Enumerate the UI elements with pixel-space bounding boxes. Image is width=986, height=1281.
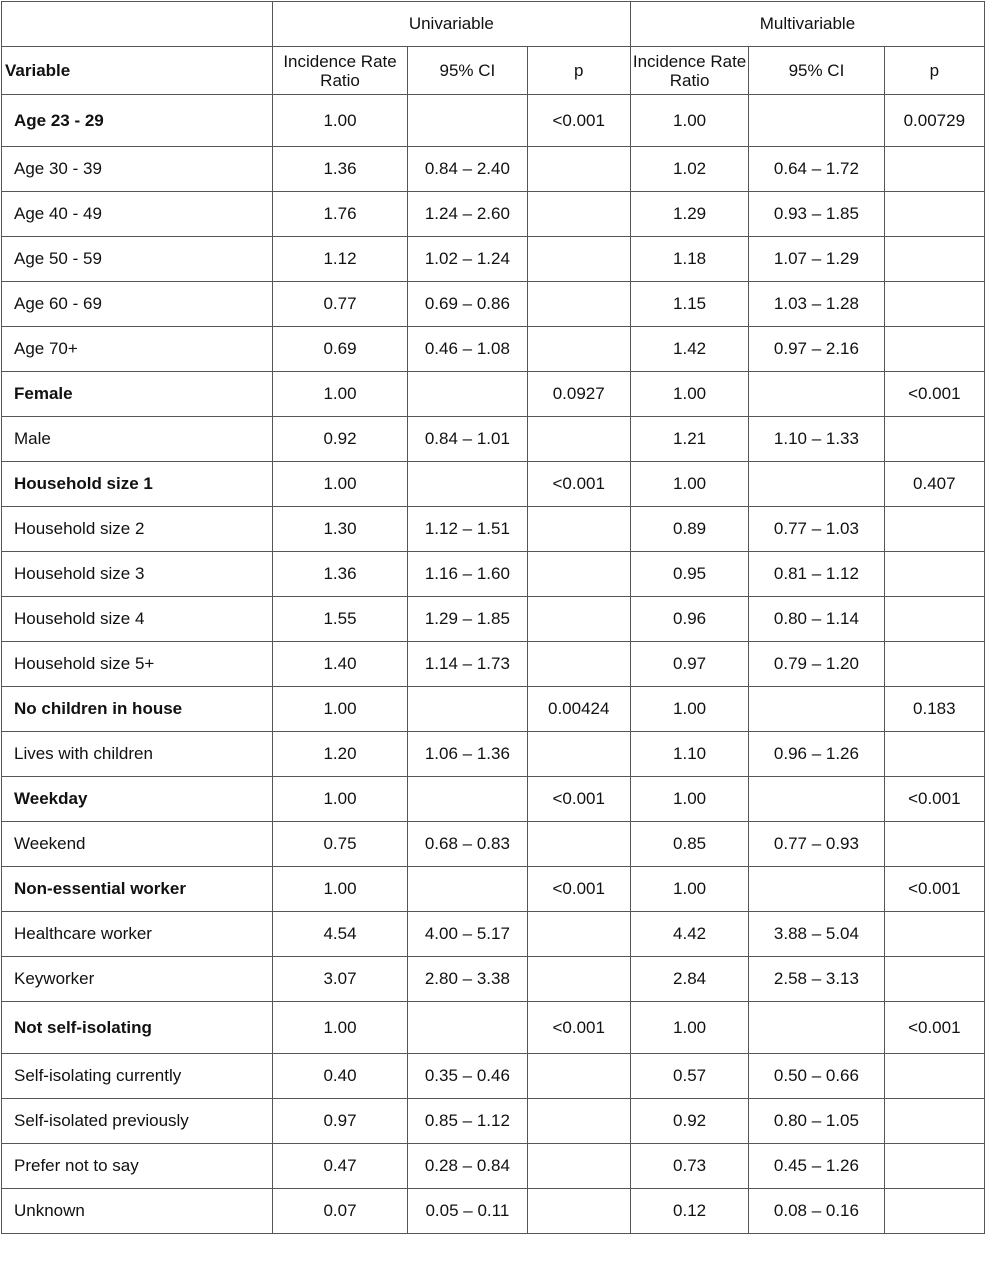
univariable-irr-cell: 1.20	[272, 732, 407, 777]
univariable-ci-cell: 0.84 – 2.40	[408, 147, 527, 192]
variable-cell: Self-isolating currently	[2, 1054, 273, 1099]
multivariable-p-cell	[884, 642, 984, 687]
table-row	[2, 1054, 985, 1099]
univariable-p-cell: <0.001	[527, 1002, 630, 1054]
multivariable-p-cell	[884, 417, 984, 462]
univariable-ci-cell: 0.68 – 0.83	[408, 822, 527, 867]
multivariable-ci-cell	[749, 372, 884, 417]
table-row	[2, 1189, 985, 1234]
multivariable-ci-cell: 1.03 – 1.28	[749, 282, 884, 327]
multivariable-irr-cell: 1.02	[630, 147, 748, 192]
univariable-p-cell	[527, 1189, 630, 1234]
column-header-row	[2, 47, 985, 95]
univariable-ci-cell	[408, 95, 527, 147]
univariable-ci-cell: 1.14 – 1.73	[408, 642, 527, 687]
multivariable-p-cell: <0.001	[884, 372, 984, 417]
multivariable-irr-header: Incidence Rate Ratio	[630, 47, 748, 95]
multivariable-p-cell: <0.001	[884, 1002, 984, 1054]
univariable-ci-cell: 2.80 – 3.38	[408, 957, 527, 1002]
univariable-p-cell: <0.001	[527, 777, 630, 822]
variable-cell: Self-isolated previously	[2, 1099, 273, 1144]
multivariable-ci-cell	[749, 777, 884, 822]
univariable-irr-header: Incidence Rate Ratio	[272, 47, 407, 95]
variable-cell: Age 30 - 39	[2, 147, 273, 192]
univariable-ci-cell: 0.35 – 0.46	[408, 1054, 527, 1099]
univariable-irr-cell: 0.47	[272, 1144, 407, 1189]
univariable-irr-cell: 0.92	[272, 417, 407, 462]
multivariable-p-cell: 0.00729	[884, 95, 984, 147]
multivariable-p-cell: <0.001	[884, 867, 984, 912]
multivariable-p-cell	[884, 507, 984, 552]
univariable-p-cell	[527, 282, 630, 327]
multivariable-ci-cell: 0.50 – 0.66	[749, 1054, 884, 1099]
univariable-ci-cell: 0.85 – 1.12	[408, 1099, 527, 1144]
variable-cell: Household size 2	[2, 507, 273, 552]
univariable-irr-cell: 1.00	[272, 687, 407, 732]
table-row	[2, 1099, 985, 1144]
multivariable-irr-cell: 0.95	[630, 552, 748, 597]
univariable-p-cell	[527, 237, 630, 282]
table-row	[2, 507, 985, 552]
table-row	[2, 1002, 985, 1054]
univariable-p-cell	[527, 642, 630, 687]
variable-cell: Lives with children	[2, 732, 273, 777]
table-row	[2, 237, 985, 282]
univariable-p-cell	[527, 822, 630, 867]
table-row	[2, 867, 985, 912]
multivariable-ci-cell	[749, 1002, 884, 1054]
multivariable-ci-cell: 0.96 – 1.26	[749, 732, 884, 777]
multivariable-p-cell	[884, 282, 984, 327]
variable-cell: Household size 5+	[2, 642, 273, 687]
table-row	[2, 1144, 985, 1189]
univariable-irr-cell: 0.75	[272, 822, 407, 867]
corner-cell	[2, 2, 273, 47]
variable-cell: Age 40 - 49	[2, 192, 273, 237]
univariable-p-cell	[527, 732, 630, 777]
variable-cell: Not self-isolating	[2, 1002, 273, 1054]
multivariable-p-cell	[884, 822, 984, 867]
univariable-irr-cell: 0.69	[272, 327, 407, 372]
table-row	[2, 597, 985, 642]
table-row	[2, 192, 985, 237]
table-row	[2, 95, 985, 147]
table-row	[2, 372, 985, 417]
multivariable-irr-cell: 0.92	[630, 1099, 748, 1144]
multivariable-irr-cell: 0.85	[630, 822, 748, 867]
univariable-p-cell: <0.001	[527, 462, 630, 507]
multivariable-p-cell: 0.183	[884, 687, 984, 732]
variable-cell: Weekday	[2, 777, 273, 822]
multivariable-irr-cell: 1.00	[630, 777, 748, 822]
multivariable-irr-cell: 1.00	[630, 867, 748, 912]
multivariable-ci-cell	[749, 95, 884, 147]
variable-cell: No children in house	[2, 687, 273, 732]
univariable-irr-cell: 1.76	[272, 192, 407, 237]
univariable-irr-cell: 1.55	[272, 597, 407, 642]
univariable-ci-cell: 1.02 – 1.24	[408, 237, 527, 282]
univariable-p-header: p	[527, 47, 630, 95]
univariable-ci-header: 95% CI	[408, 47, 527, 95]
univariable-irr-cell: 1.40	[272, 642, 407, 687]
multivariable-ci-header: 95% CI	[749, 47, 884, 95]
multivariable-p-cell	[884, 1099, 984, 1144]
multivariable-p-cell	[884, 732, 984, 777]
variable-cell: Prefer not to say	[2, 1144, 273, 1189]
variable-cell: Male	[2, 417, 273, 462]
table-row	[2, 147, 985, 192]
table-body	[2, 95, 985, 1234]
multivariable-irr-cell: 1.00	[630, 372, 748, 417]
table-row	[2, 642, 985, 687]
multivariable-p-cell: <0.001	[884, 777, 984, 822]
univariable-irr-cell: 0.97	[272, 1099, 407, 1144]
univariable-irr-cell: 1.36	[272, 147, 407, 192]
multivariable-ci-cell: 0.97 – 2.16	[749, 327, 884, 372]
variable-cell: Household size 3	[2, 552, 273, 597]
variable-cell: Age 23 - 29	[2, 95, 273, 147]
variable-cell: Household size 4	[2, 597, 273, 642]
table-row	[2, 777, 985, 822]
multivariable-irr-cell: 1.29	[630, 192, 748, 237]
multivariable-ci-cell: 0.79 – 1.20	[749, 642, 884, 687]
multivariable-p-header: p	[884, 47, 984, 95]
multivariable-ci-cell	[749, 867, 884, 912]
univariable-p-cell: <0.001	[527, 95, 630, 147]
table-row	[2, 462, 985, 507]
multivariable-ci-cell: 0.81 – 1.12	[749, 552, 884, 597]
multivariable-ci-cell	[749, 462, 884, 507]
univariable-ci-cell: 1.06 – 1.36	[408, 732, 527, 777]
variable-cell: Weekend	[2, 822, 273, 867]
variable-cell: Age 60 - 69	[2, 282, 273, 327]
variable-cell: Female	[2, 372, 273, 417]
multivariable-ci-cell	[749, 687, 884, 732]
univariable-ci-cell: 1.24 – 2.60	[408, 192, 527, 237]
multivariable-p-cell	[884, 1144, 984, 1189]
univariable-p-cell	[527, 1144, 630, 1189]
variable-cell: Age 50 - 59	[2, 237, 273, 282]
multivariable-irr-cell: 0.57	[630, 1054, 748, 1099]
multivariable-irr-cell: 1.00	[630, 95, 748, 147]
univariable-irr-cell: 1.00	[272, 372, 407, 417]
multivariable-ci-cell: 0.80 – 1.14	[749, 597, 884, 642]
table-row	[2, 957, 985, 1002]
results-table	[1, 1, 985, 1234]
univariable-irr-cell: 1.36	[272, 552, 407, 597]
univariable-p-cell	[527, 507, 630, 552]
univariable-p-cell	[527, 327, 630, 372]
table-row	[2, 552, 985, 597]
univariable-p-cell	[527, 417, 630, 462]
multivariable-irr-cell: 0.73	[630, 1144, 748, 1189]
table-row	[2, 732, 985, 777]
multivariable-irr-cell: 1.18	[630, 237, 748, 282]
multivariable-ci-cell: 0.93 – 1.85	[749, 192, 884, 237]
multivariable-irr-cell: 0.89	[630, 507, 748, 552]
univariable-irr-cell: 0.40	[272, 1054, 407, 1099]
univariable-p-cell	[527, 192, 630, 237]
univariable-ci-cell	[408, 1002, 527, 1054]
multivariable-p-cell	[884, 237, 984, 282]
univariable-p-cell: 0.00424	[527, 687, 630, 732]
multivariable-irr-cell: 1.10	[630, 732, 748, 777]
multivariable-irr-cell: 0.12	[630, 1189, 748, 1234]
variable-cell: Age 70+	[2, 327, 273, 372]
univariable-ci-cell: 0.46 – 1.08	[408, 327, 527, 372]
table-row	[2, 282, 985, 327]
variable-column-header: Variable	[2, 47, 273, 95]
table-row	[2, 687, 985, 732]
univariable-p-cell	[527, 1099, 630, 1144]
multivariable-irr-cell: 1.21	[630, 417, 748, 462]
univariable-ci-cell: 0.05 – 0.11	[408, 1189, 527, 1234]
multivariable-irr-cell: 1.00	[630, 462, 748, 507]
table-row	[2, 912, 985, 957]
multivariable-p-cell	[884, 912, 984, 957]
multivariable-irr-cell: 1.15	[630, 282, 748, 327]
univariable-irr-cell: 1.00	[272, 1002, 407, 1054]
univariable-irr-cell: 1.00	[272, 462, 407, 507]
univariable-irr-cell: 0.07	[272, 1189, 407, 1234]
multivariable-ci-cell: 0.80 – 1.05	[749, 1099, 884, 1144]
multivariable-ci-cell: 0.77 – 0.93	[749, 822, 884, 867]
variable-cell: Healthcare worker	[2, 912, 273, 957]
variable-cell: Non-essential worker	[2, 867, 273, 912]
multivariable-irr-cell: 2.84	[630, 957, 748, 1002]
multivariable-p-cell: 0.407	[884, 462, 984, 507]
multivariable-irr-cell: 0.96	[630, 597, 748, 642]
multivariable-ci-cell: 3.88 – 5.04	[749, 912, 884, 957]
multivariable-ci-cell: 0.64 – 1.72	[749, 147, 884, 192]
univariable-p-cell	[527, 597, 630, 642]
univariable-p-cell	[527, 957, 630, 1002]
variable-cell: Unknown	[2, 1189, 273, 1234]
multivariable-ci-cell: 1.07 – 1.29	[749, 237, 884, 282]
multivariable-irr-cell: 1.00	[630, 687, 748, 732]
multivariable-ci-cell: 1.10 – 1.33	[749, 417, 884, 462]
univariable-irr-cell: 1.00	[272, 95, 407, 147]
table-row	[2, 327, 985, 372]
univariable-ci-cell	[408, 867, 527, 912]
univariable-p-cell: <0.001	[527, 867, 630, 912]
univariable-p-cell: 0.0927	[527, 372, 630, 417]
multivariable-ci-cell: 0.77 – 1.03	[749, 507, 884, 552]
univariable-p-cell	[527, 552, 630, 597]
multivariable-p-cell	[884, 1054, 984, 1099]
multivariable-ci-cell: 2.58 – 3.13	[749, 957, 884, 1002]
multivariable-ci-cell: 0.45 – 1.26	[749, 1144, 884, 1189]
univariable-ci-cell: 4.00 – 5.17	[408, 912, 527, 957]
multivariable-p-cell	[884, 1189, 984, 1234]
univariable-ci-cell: 0.28 – 0.84	[408, 1144, 527, 1189]
multivariable-p-cell	[884, 957, 984, 1002]
univariable-ci-cell: 1.16 – 1.60	[408, 552, 527, 597]
univariable-ci-cell: 0.84 – 1.01	[408, 417, 527, 462]
variable-cell: Keyworker	[2, 957, 273, 1002]
table-header	[2, 2, 985, 95]
univariable-p-cell	[527, 147, 630, 192]
univariable-irr-cell: 1.00	[272, 867, 407, 912]
univariable-irr-cell: 0.77	[272, 282, 407, 327]
multivariable-irr-cell: 1.42	[630, 327, 748, 372]
univariable-ci-cell: 1.12 – 1.51	[408, 507, 527, 552]
table-row	[2, 417, 985, 462]
univariable-irr-cell: 1.30	[272, 507, 407, 552]
univariable-p-cell	[527, 1054, 630, 1099]
multivariable-irr-cell: 1.00	[630, 1002, 748, 1054]
univariable-ci-cell	[408, 462, 527, 507]
univariable-ci-cell: 1.29 – 1.85	[408, 597, 527, 642]
univariable-ci-cell: 0.69 – 0.86	[408, 282, 527, 327]
multivariable-p-cell	[884, 597, 984, 642]
univariable-ci-cell	[408, 687, 527, 732]
multivariable-irr-cell: 4.42	[630, 912, 748, 957]
multivariable-p-cell	[884, 192, 984, 237]
group-header-row	[2, 2, 985, 47]
multivariable-p-cell	[884, 552, 984, 597]
table-row	[2, 822, 985, 867]
variable-cell: Household size 1	[2, 462, 273, 507]
univariable-p-cell	[527, 912, 630, 957]
univariable-ci-cell	[408, 372, 527, 417]
multivariable-p-cell	[884, 147, 984, 192]
univariable-group-header: Univariable	[272, 2, 630, 47]
multivariable-ci-cell: 0.08 – 0.16	[749, 1189, 884, 1234]
univariable-irr-cell: 1.12	[272, 237, 407, 282]
univariable-irr-cell: 4.54	[272, 912, 407, 957]
univariable-irr-cell: 1.00	[272, 777, 407, 822]
multivariable-p-cell	[884, 327, 984, 372]
univariable-ci-cell	[408, 777, 527, 822]
multivariable-group-header: Multivariable	[630, 2, 984, 47]
univariable-irr-cell: 3.07	[272, 957, 407, 1002]
multivariable-irr-cell: 0.97	[630, 642, 748, 687]
